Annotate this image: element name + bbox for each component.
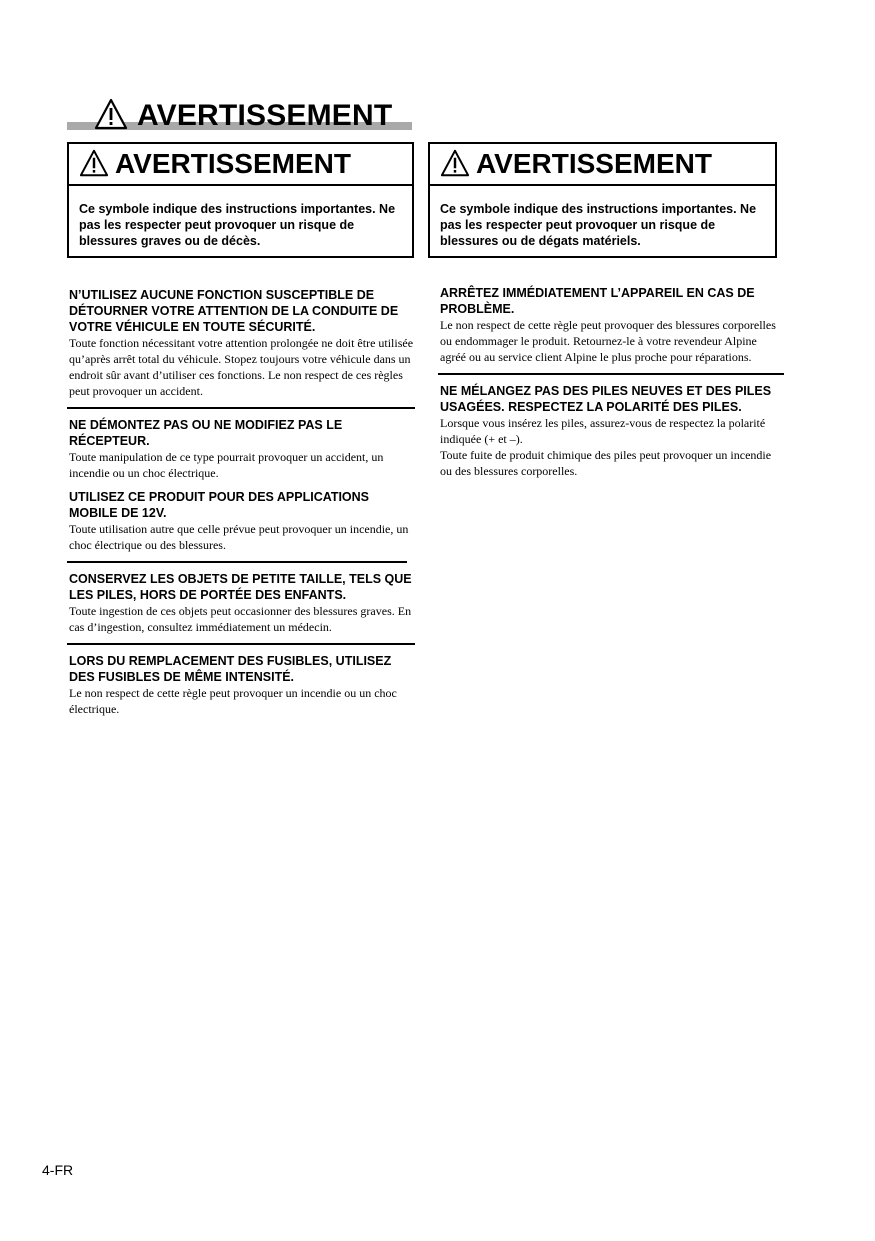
section-divider — [67, 561, 407, 563]
section-heading: CONSERVEZ LES OBJETS DE PETITE TAILLE, TELS QUE LES PILES, HORS DE PORTÉE DES ENFANTS. — [69, 572, 412, 602]
section-heading: UTILISEZ CE PRODUIT POUR DES APPLICATIONS MOBILE DE 12V. — [69, 490, 370, 520]
section-divider — [438, 373, 784, 375]
warning-triangle-icon — [94, 98, 128, 130]
warning-triangle-icon — [440, 149, 470, 177]
section-heading: ARRÊTEZ IMMÉDIATEMENT L’APPAREIL EN CAS DE PROBLÈME. — [440, 286, 755, 316]
warning-section — [67, 489, 415, 561]
section-heading: NE MÉLANGEZ PAS DES PILES NEUVES ET DES PILES USAGÉES. RESPECTEZ LA POLARITÉ DES PILES. — [440, 384, 772, 414]
warning-box-title: AVERTISSEMENT — [476, 148, 712, 179]
warning-box-left — [67, 142, 414, 258]
left-column — [67, 287, 415, 725]
warning-section — [438, 383, 784, 487]
section-body: Le non respect de cette règle peut provoquer un incendie ou un choc électrique. — [69, 686, 397, 716]
warning-box-header — [430, 144, 775, 186]
section-body: Toute fuite de produit chimique des piles peut provoquer un incendie ou des blessures corporelles. — [440, 448, 772, 478]
section-body: Le non respect de cette règle peut provoquer des blessures corporelles ou endommager le produit. Retournez-le à votre revendeur Alpine agréé ou au service client Alpine le plus proche pour réparations. — [440, 318, 776, 364]
warning-box-text: Ce symbole indique des instructions importantes. Ne pas les respecter peut provoquer un risque de blessures ou de dégats matériels. — [440, 202, 757, 248]
page-title: AVERTISSEMENT — [137, 99, 393, 132]
section-header — [67, 98, 412, 136]
warning-section — [67, 571, 415, 643]
warning-section — [438, 285, 784, 373]
section-heading: N’UTILISEZ AUCUNE FONCTION SUSCEPTIBLE DE DÉTOURNER VOTRE ATTENTION DE LA CONDUITE DE VOTRE VÉHICULE EN TOUTE SÉCURITÉ. — [69, 288, 399, 334]
section-body: Toute manipulation de ce type pourrait provoquer un accident, un incendie ou un choc électrique. — [69, 450, 384, 480]
warning-section — [67, 653, 415, 725]
section-body: Toute utilisation autre que celle prévue peut provoquer un incendie, un choc électrique ou des blessures. — [69, 522, 409, 552]
warning-box-right — [428, 142, 777, 258]
section-body: Lorsque vous insérez les piles, assurez-vous de respectez la polarité indiquée (+ et –). — [440, 416, 766, 446]
section-heading: NE DÉMONTEZ PAS OU NE MODIFIEZ PAS LE RÉCEPTEUR. — [69, 418, 343, 448]
section-heading: LORS DU REMPLACEMENT DES FUSIBLES, UTILISEZ DES FUSIBLES DE MÊME INTENSITÉ. — [69, 654, 392, 684]
warning-box-header — [69, 144, 412, 186]
section-divider — [67, 407, 415, 409]
warning-box-text: Ce symbole indique des instructions importantes. Ne pas les respecter peut provoquer un risque de blessures graves ou de décès. — [79, 202, 396, 248]
warning-box-title: AVERTISSEMENT — [115, 148, 351, 179]
section-divider — [67, 643, 415, 645]
page-number: 4-FR — [42, 1162, 74, 1178]
warning-section — [67, 287, 415, 407]
warning-section — [67, 417, 415, 489]
section-body: Toute fonction nécessitant votre attention prolongée ne doit être utilisée qu’après arrêt total du véhicule. Stopez toujours votre véhicule dans un endroit sûr avant d’utiliser ces fonctions. Le non respect de ces règles peut provoquer un accident. — [69, 336, 414, 398]
section-body: Toute ingestion de ces objets peut occasionner des blessures graves. En cas d’ingestion, consultez immédiatement un médecin. — [69, 604, 412, 634]
warning-triangle-icon — [79, 149, 109, 177]
right-column — [438, 285, 784, 487]
